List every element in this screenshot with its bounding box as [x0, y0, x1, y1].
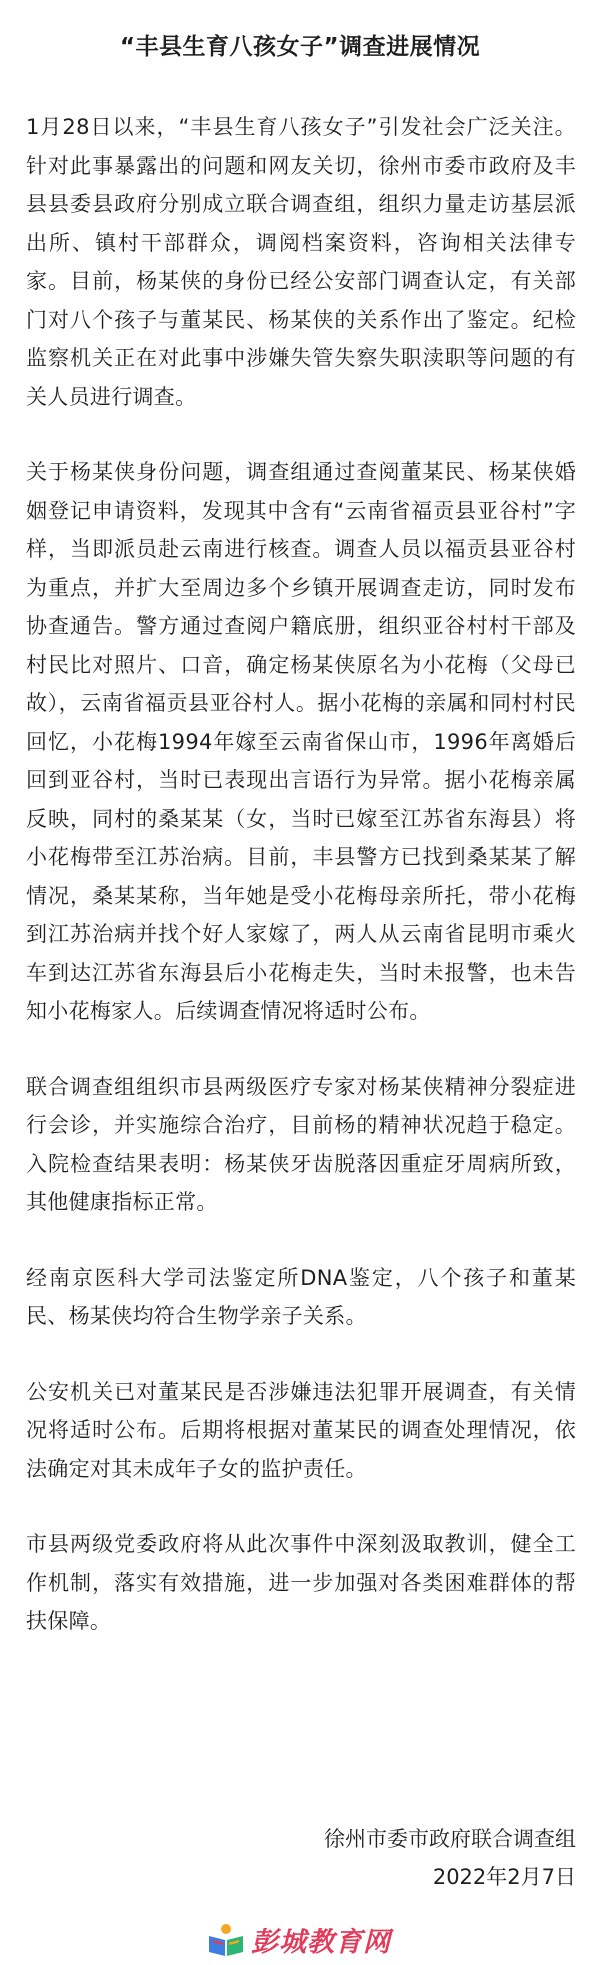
paragraph-3: 联合调查组组织市县两级医疗专家对杨某侠精神分裂症进行会诊，并实施综合治疗，目前杨的精神状况趋于稳定。入院检查结果表明：杨某侠牙齿脱落因重症牙周病所致，其他健康指标正常。 — [26, 1074, 576, 1214]
paragraph-5: 公安机关已对董某民是否涉嫌违法犯罪开展调查，有关情况将适时公布。后期将根据对董某民的调查处理情况，依法确定对其未成年子女的监护责任。 — [26, 1379, 576, 1481]
paragraph-4: 经南京医科大学司法鉴定所DNA鉴定，八个孩子和董某民、杨某侠均符合生物学亲子关系。 — [26, 1265, 576, 1328]
book-logo-icon — [205, 1922, 247, 1958]
signature-block — [324, 1820, 576, 1896]
signature-date: 2022年2月7日 — [432, 1865, 576, 1889]
paragraph-6: 市县两级党委政府将从此次事件中深刻汲取教训，健全工作机制，落实有效措施，进一步加强对各类困难群体的帮扶保障。 — [26, 1532, 576, 1633]
watermark — [205, 1920, 391, 1959]
article-body — [26, 108, 576, 1678]
watermark-text: 彭城教育网 — [251, 1927, 391, 1958]
paragraph-2: 关于杨某侠身份问题，调查组通过查阅董某民、杨某侠婚姻登记申请资料，发现其中含有“云南省福贡县亚谷村”字样，当即派员赴云南进行核查。调查人员以福贡县亚谷村为重点，并扩大至周边多个乡镇开展调查走访，同时发布协查通告。警方通过查阅户籍底册，组织亚谷村村干部及村民比对照片、口音，确定杨某侠原名为小花梅（父母已故），云南省福贡县亚谷村人。据小花梅的亲属和同村村民回忆，小花梅1994年嫁至云南省保山市，1996年离婚后回到亚谷村，当时已表现出言语行为异常。据小花梅亲属反映，同村的桑某某（女，当时已嫁至江苏省东海县）将小花梅带至江苏治病。目前，丰县警方已找到桑某某了解情况，桑某某称，当年她是受小花梅母亲所托，带小花梅到江苏治病并找个好人家嫁了，两人从云南省昆明市乘火车到达江苏省东海县后小花梅走失，当时未报警，也未告知小花梅家人。后续调查情况将适时公布。 — [26, 460, 576, 1023]
article-title: “丰县生育八孩女子”调查进展情况 — [119, 34, 481, 60]
signature-org: 徐州市委市政府联合调查组 — [324, 1827, 576, 1851]
paragraph-1: 1月28日以来，“丰县生育八孩女子”引发社会广泛关注。针对此事暴露出的问题和网友关切，徐州市委市政府及丰县县委县政府分别成立联合调查组，组织力量走访基层派出所、镇村干部群众，调阅档案资料，咨询相关法律专家。目前，杨某侠的身份已经公安部门调查认定，有关部门对八个孩子与董某民、杨某侠的关系作出了鉴定。纪检监察机关正在对此事中涉嫌失管失察失职渎职等问题的有关人员进行调查。 — [26, 115, 576, 409]
